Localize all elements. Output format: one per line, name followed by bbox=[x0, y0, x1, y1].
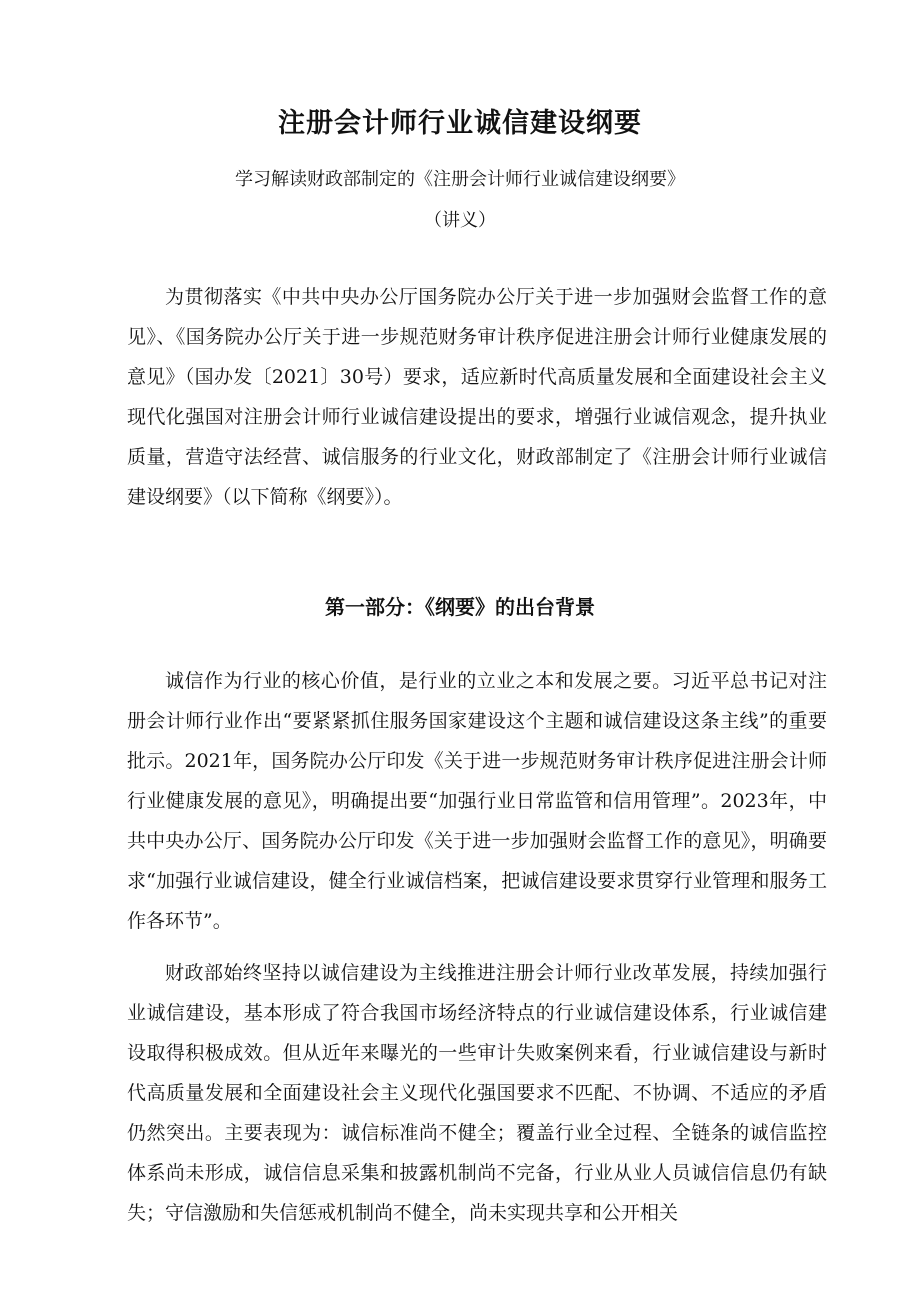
document-note: （讲义） bbox=[424, 210, 496, 231]
body-paragraph-1: 诚信作为行业的核心价值，是行业的立业之本和发展之要。习近平总书记对注册会计师行业作出“要紧紧抓住服务国家建设这个主题和诚信建设这条主线”的重要批示。2021年，国务院办公厅印发《关于进一步规范财务审计秩序促进注册会计师行业健康发展的意见》，明确提出要“加强行业日常监管和信用管理”。2023年，中共中央办公厅、国务院办公厅印发《关于进一步加强财会监督工作的意见》，明确要求“加强行业诚信建设，健全行业诚信档案，把诚信建设要求贯穿行业管理和服务工作各环节”。 bbox=[127, 670, 827, 932]
document-title: 注册会计师行业诚信建设纲要 bbox=[278, 108, 642, 139]
document-subtitle: 学习解读财政部制定的《注册会计师行业诚信建设纲要》 bbox=[235, 169, 685, 190]
section-heading: 第一部分：《纲要》的出台背景 bbox=[325, 595, 595, 619]
intro-paragraph: 为贯彻落实《中共中央办公厅国务院办公厅关于进一步加强财会监督工作的意见》、《国务院办公厅关于进一步规范财务审计秩序促进注册会计师行业健康发展的意见》（国办发〔2021〕30号）要求，适应新时代高质量发展和全面建设社会主义现代化强国对注册会计师行业诚信建设提出的要求，增强行业诚信观念，提升执业质量，营造守法经营、诚信服务的行业文化，财政部制定了《注册会计师行业诚信建设纲要》（以下简称《纲要》）。 bbox=[127, 286, 827, 508]
body-paragraph-2: 财政部始终坚持以诚信建设为主线推进注册会计师行业改革发展，持续加强行业诚信建设，基本形成了符合我国市场经济特点的行业诚信建设体系，行业诚信建设取得积极成效。但从近年来曝光的一些审计失败案例来看，行业诚信建设与新时代高质量发展和全面建设社会主义现代化强国要求不匹配、不协调、不适应的矛盾仍然突出。主要表现为：诚信标准尚不健全；覆盖行业全过程、全链条的诚信监控体系尚未形成，诚信信息采集和披露机制尚不完备，行业从业人员诚信信息仍有缺失；守信激励和失信惩戒机制尚不健全，尚未实现共享和公开相关 bbox=[127, 962, 827, 1224]
